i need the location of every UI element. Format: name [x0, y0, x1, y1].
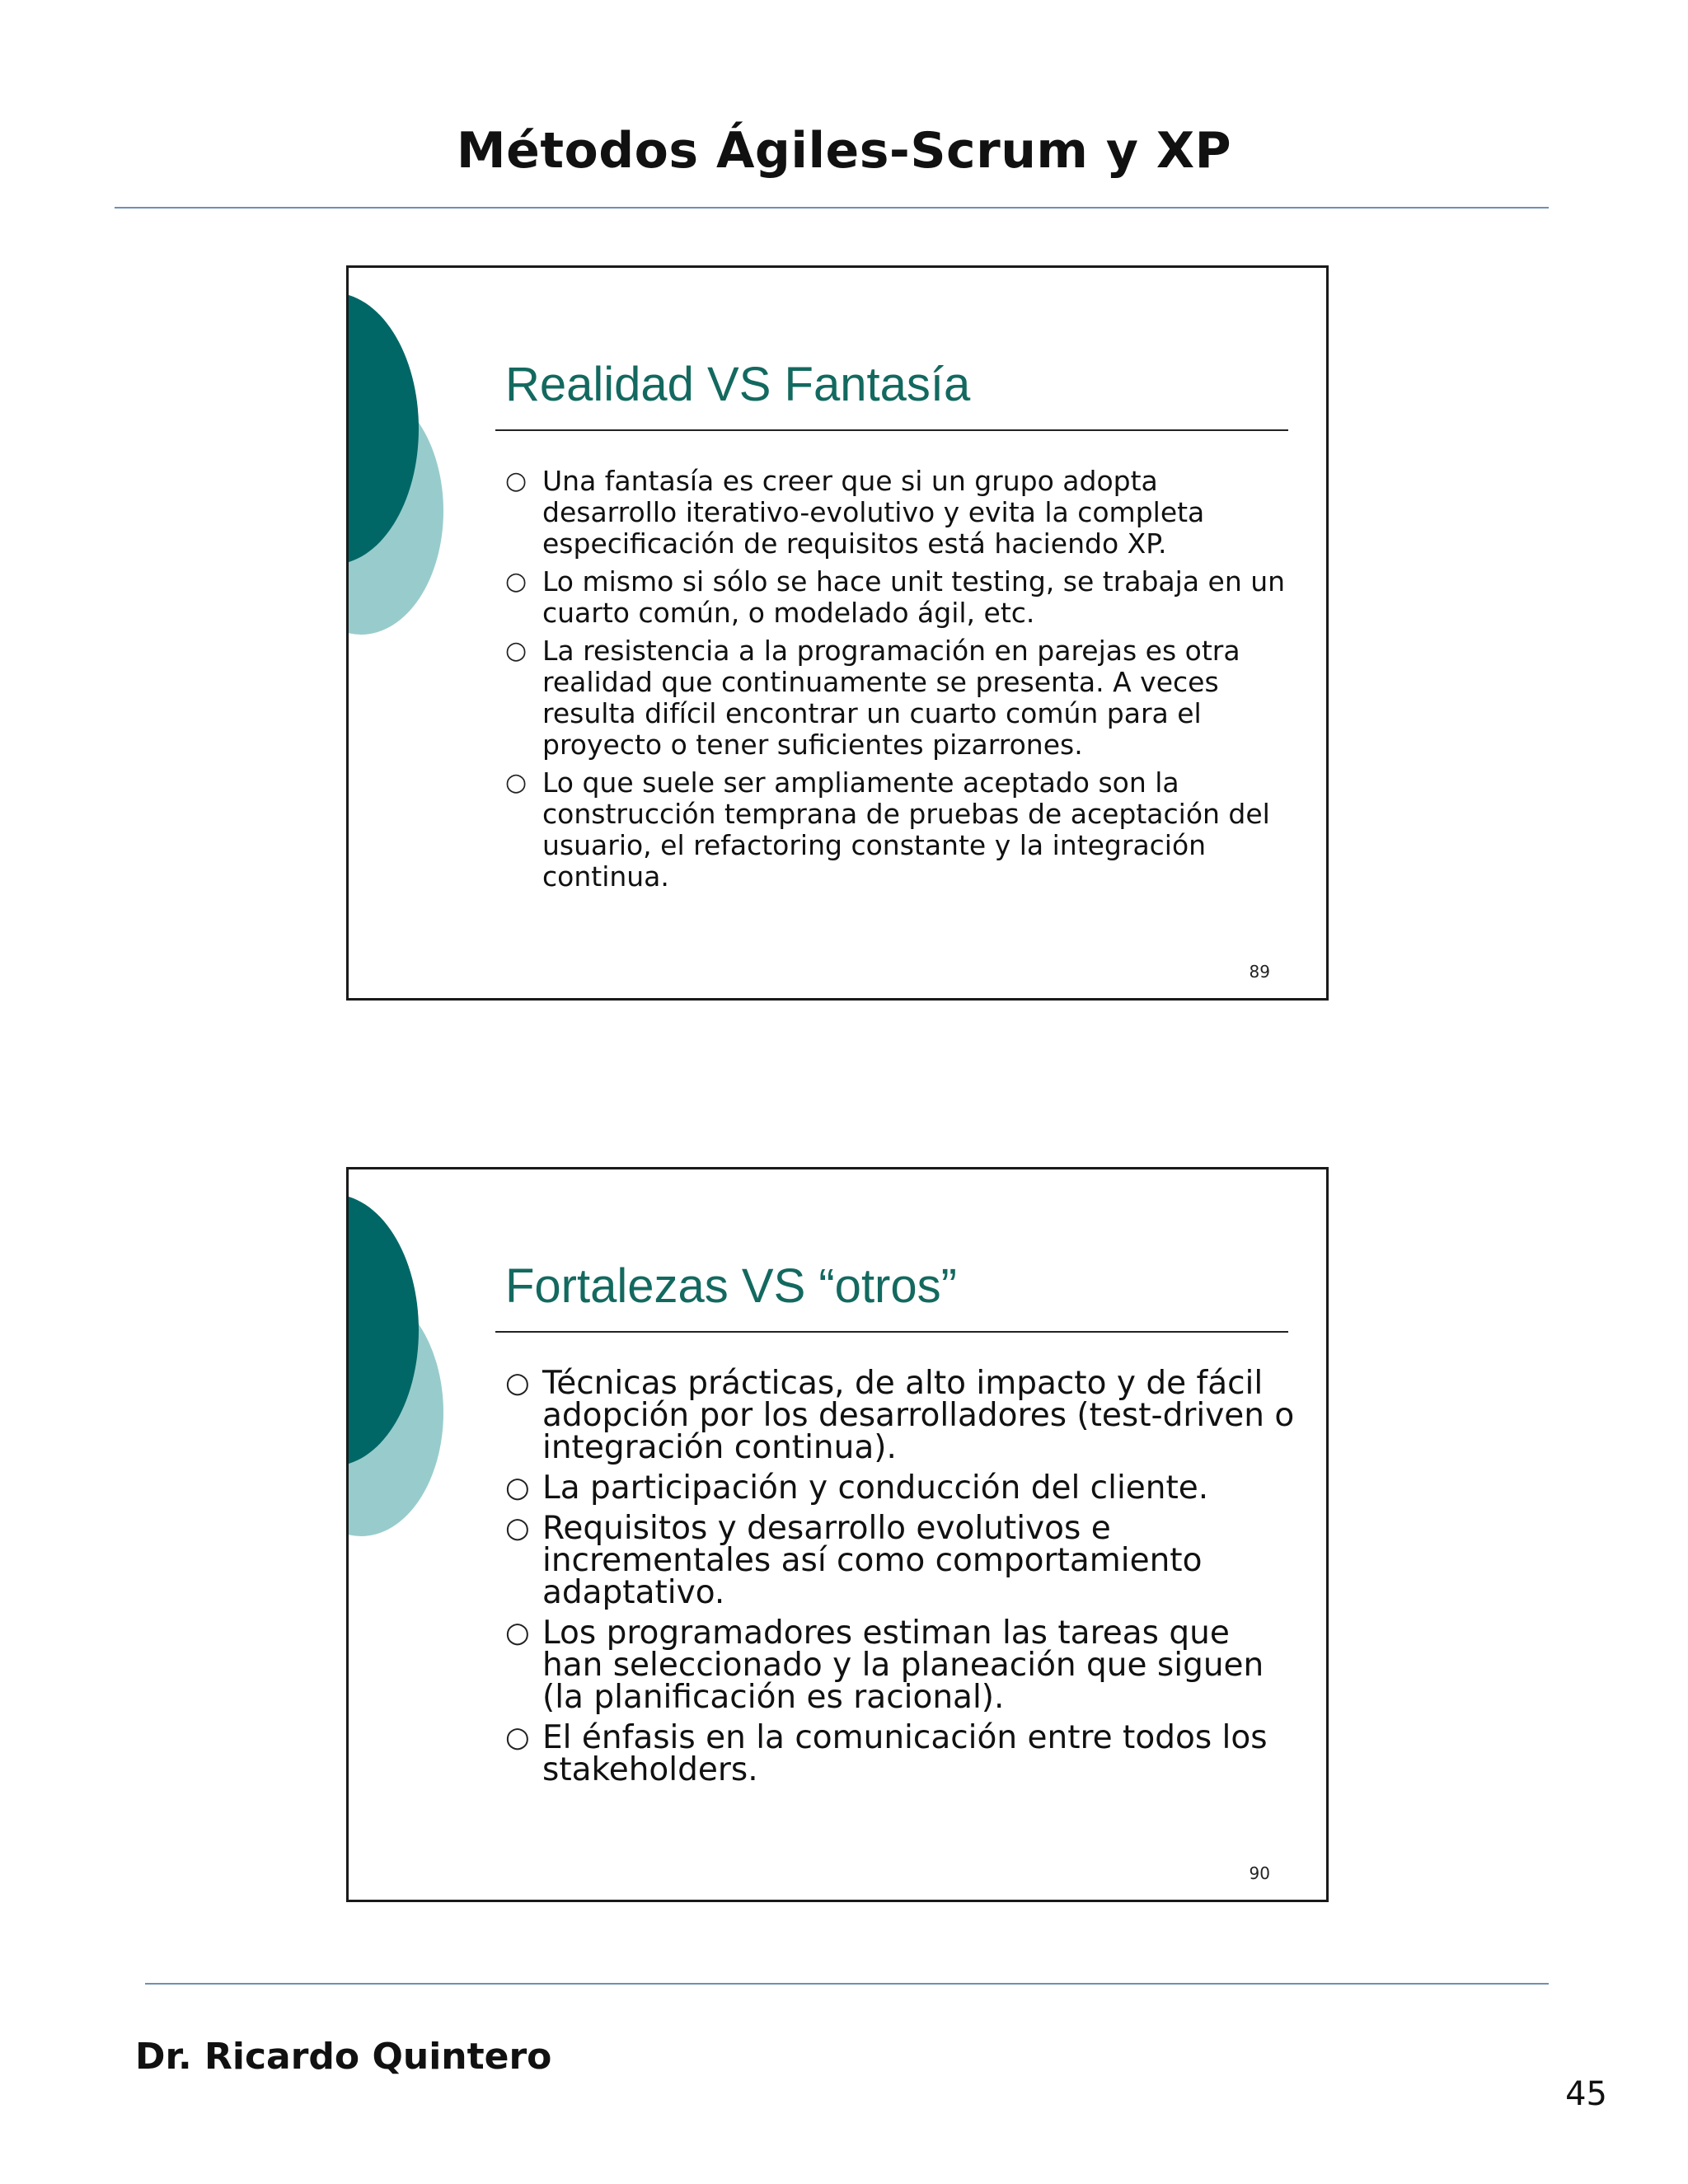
- bullet-text: Requisitos y desarrollo evolutivos e incrementales así como comportamiento adaptativo.: [542, 1510, 1203, 1611]
- list-item: [505, 1512, 1296, 1609]
- list-item: [505, 767, 1296, 893]
- slide-title: Fortalezas VS “otros”: [505, 1259, 957, 1313]
- slide-decoration-circles: [349, 268, 513, 680]
- slide-decoration-circles: [349, 1169, 513, 1582]
- bullet-circle-icon: ○: [505, 1511, 530, 1544]
- slide-number: 90: [1249, 1863, 1270, 1883]
- list-item: [505, 1615, 1296, 1716]
- header-divider: [115, 207, 1549, 209]
- slide-89: [346, 265, 1329, 1001]
- bullet-circle-icon: ○: [505, 567, 528, 596]
- bullet-list: [505, 466, 1296, 899]
- page-title: Métodos Ágiles-Scrum y XP: [456, 122, 1232, 180]
- bullet-circle-icon: ○: [505, 1366, 530, 1399]
- bullet-text: Lo que suele ser ampliamente aceptado son la construcción temprana de pruebas de aceptación del usuario, el refactoring constante y la integración continua.: [542, 766, 1270, 893]
- bullet-text: La resistencia a la programación en parejas es otra realidad que continuamente se presenta. A veces resulta difícil encontrar un cuarto común para el proyecto o tener suficientes pizarrones.: [542, 635, 1240, 761]
- bullet-text: Lo mismo si sólo se hace unit testing, se trabaja en un cuarto común, o modelado ágil, etc.: [542, 565, 1286, 629]
- bullet-circle-icon: ○: [505, 1471, 530, 1504]
- bullet-circle-icon: ○: [505, 466, 528, 495]
- list-item: [505, 566, 1296, 629]
- bullet-list: [505, 1367, 1296, 1794]
- slide-90: [346, 1167, 1329, 1902]
- bullet-circle-icon: ○: [505, 1721, 530, 1754]
- slide-number: 89: [1249, 962, 1270, 982]
- bullet-circle-icon: ○: [505, 768, 528, 797]
- list-item: [505, 466, 1296, 560]
- list-item: [505, 1469, 1296, 1507]
- bullet-circle-icon: ○: [505, 1616, 530, 1649]
- list-item: [505, 635, 1296, 761]
- footer-divider: [145, 1983, 1549, 1985]
- bullet-text: Los programadores estiman las tareas que han seleccionado y la planeación que siguen (la planificación es racional).: [542, 1615, 1264, 1716]
- bullet-text: Una fantasía es creer que si un grupo adopta desarrollo iterativo-evolutivo y evita la completa especificación de requisitos está haciendo XP.: [542, 465, 1205, 560]
- bullet-text: Técnicas prácticas, de alto impacto y de fácil adopción por los desarrolladores (test-driven o integración continua).: [542, 1365, 1295, 1466]
- list-item: [505, 1719, 1296, 1788]
- slide-title-divider: [495, 1331, 1288, 1333]
- author-name: Dr. Ricardo Quintero: [135, 2036, 552, 2078]
- page-number: 45: [1565, 2075, 1607, 2113]
- list-item: [505, 1367, 1296, 1464]
- bullet-text: El énfasis en la comunicación entre todos los stakeholders.: [542, 1719, 1268, 1788]
- bullet-circle-icon: ○: [505, 636, 528, 665]
- bullet-text: La participación y conducción del cliente.: [542, 1469, 1209, 1507]
- slide-title: Realidad VS Fantasía: [505, 358, 971, 411]
- slide-title-divider: [495, 429, 1288, 431]
